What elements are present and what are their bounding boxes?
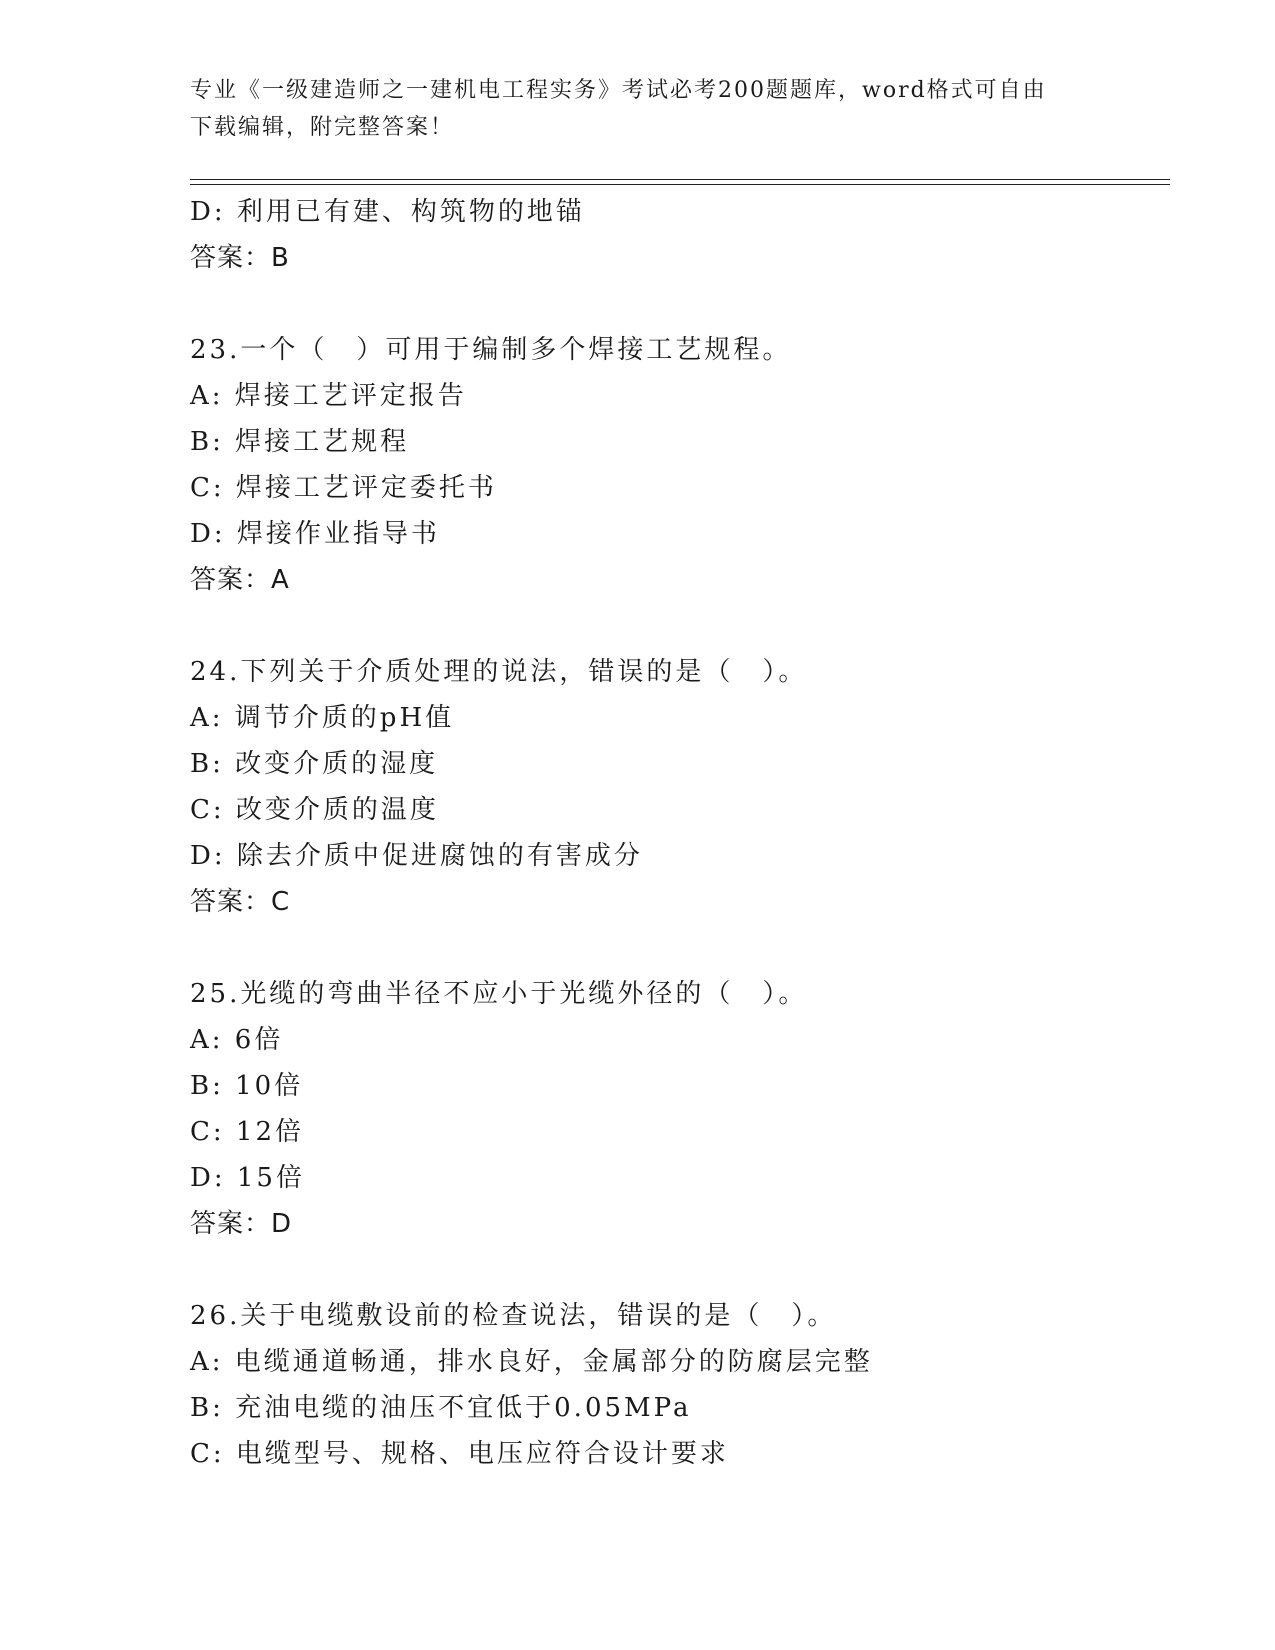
question-content	[190, 189, 1170, 1477]
question-23	[190, 327, 1170, 603]
option-d: D: 除去介质中促进腐蚀的有害成分	[190, 841, 643, 871]
header-line-1: 专业《一级建造师之一建机电工程实务》考试必考200题题库，word格式可自由	[190, 78, 1047, 103]
option-d: D: 15倍	[190, 1163, 305, 1193]
document-header	[190, 72, 1090, 146]
question-26	[190, 1293, 1170, 1477]
header-line-2: 下载编辑，附完整答案！	[190, 115, 455, 140]
option-d: D: 焊接作业指导书	[190, 519, 440, 549]
option-c: C: 改变介质的温度	[190, 795, 439, 825]
option-a: A: 焊接工艺评定报告	[190, 381, 467, 411]
option-b: B: 改变介质的湿度	[190, 749, 439, 779]
option-b: B: 10倍	[190, 1071, 304, 1101]
answer: 答案：C	[190, 887, 291, 917]
option-c: C: 12倍	[190, 1117, 305, 1147]
header-rule-bottom	[190, 184, 1170, 185]
question-stem: 26.关于电缆敷设前的检查说法，错误的是（ ）。	[190, 1301, 837, 1331]
option-a: A: 电缆通道畅通，排水良好，金属部分的防腐层完整	[190, 1347, 873, 1377]
option-b: B: 充油电缆的油压不宜低于0.05MPa	[190, 1393, 692, 1423]
option-c: C: 焊接工艺评定委托书	[190, 473, 497, 503]
option-a: A: 调节介质的pH值	[190, 703, 455, 733]
carryover-answer: 答案：B	[190, 243, 290, 273]
option-b: B: 焊接工艺规程	[190, 427, 410, 457]
question-25	[190, 971, 1170, 1247]
question-stem: 25.光缆的弯曲半径不应小于光缆外径的（ ）。	[190, 979, 808, 1009]
question-stem: 24.下列关于介质处理的说法，错误的是（ ）。	[190, 657, 808, 687]
question-24	[190, 649, 1170, 925]
option-a: A: 6倍	[190, 1025, 284, 1055]
answer: 答案：D	[190, 1209, 293, 1239]
carryover-option-d: D: 利用已有建、构筑物的地锚	[190, 197, 585, 227]
question-stem: 23.一个（ ）可用于编制多个焊接工艺规程。	[190, 335, 792, 365]
option-c: C: 电缆型号、规格、电压应符合设计要求	[190, 1439, 729, 1469]
answer: 答案：A	[190, 565, 290, 595]
header-rule-top	[190, 179, 1170, 180]
